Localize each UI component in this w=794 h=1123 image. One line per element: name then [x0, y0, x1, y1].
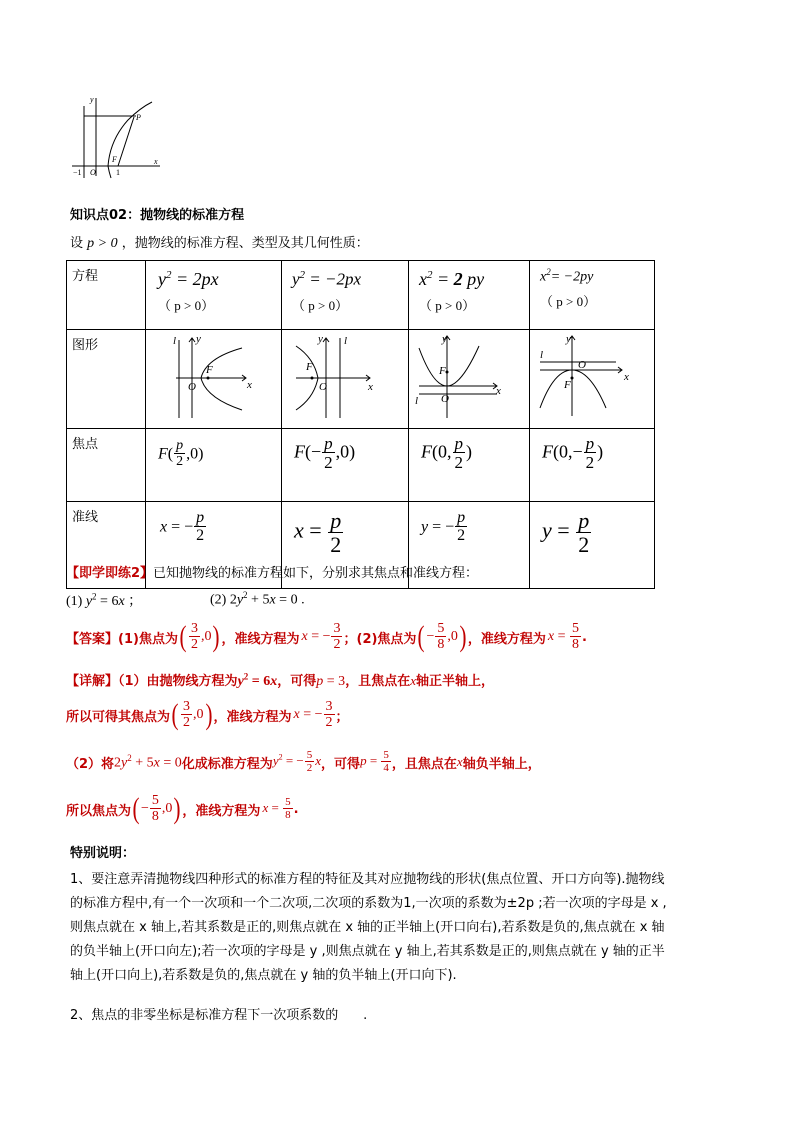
- graph-opens-down: [530, 330, 654, 424]
- equation-cell-2: $y^2 = -2px$ （ p > 0）: [282, 261, 409, 330]
- svg-text:x: x: [368, 381, 373, 393]
- practice-line: [66, 562, 478, 581]
- svg-text:y: y: [196, 333, 201, 345]
- svg-text:l: l: [415, 395, 419, 407]
- focus-cell-3: F(0, $\frac{p}{2}$ ): [409, 429, 530, 502]
- special-para1: [70, 868, 730, 988]
- detail-l2-a: 所以可得其焦点为: [66, 709, 171, 725]
- row-header-directrix: 准线: [67, 502, 146, 589]
- answer-p2-mid: ，准线方程为: [467, 631, 546, 647]
- detail-l3-d: ，且焦点在: [391, 756, 457, 772]
- svg-text:F: F: [306, 361, 313, 373]
- practice-item-2: (2) $2y^2 + 5x = 0$ .: [210, 590, 305, 608]
- detail-l3-b: 化成标准方程为: [181, 756, 273, 772]
- special-line-4: 的负半轴上(开口向左);若一次项的字母是 y ,则焦点就在 y 轴上,若其系数是正的,则焦点就在 y 轴的正半: [70, 944, 665, 959]
- answer-sep: ；: [343, 631, 357, 647]
- graph-opens-up: [409, 330, 529, 424]
- detail-l1-b: ，可得: [277, 674, 317, 689]
- focus-cell-1: F( $\frac{p}{2}$ ,0): [146, 429, 282, 502]
- svg-text:l: l: [344, 335, 348, 347]
- directrix-cell-2: x = $\frac{p}{2}$: [282, 502, 409, 589]
- detail-l2-b: ，准线方程为: [213, 709, 292, 725]
- special-line-2: 的标准方程中,有一个一次项和一个二次项,二次项的系数为1,一次项的系数为±2p ;若一次项的字母是 x ,: [70, 896, 667, 911]
- detail-l1-d: 轴正半轴上，: [415, 674, 494, 689]
- graph-cell-4: [530, 330, 655, 429]
- special-line-1: 1、要注意弄清抛物线四种形式的标准方程的特征及其对应抛物线的形状(焦点位置、开口方向等).抛物线: [70, 872, 665, 887]
- intro-line: [70, 232, 369, 252]
- practice-text: 已知抛物线的标准方程如下，分别求其焦点和准线方程：: [153, 566, 479, 581]
- directrix-cell-3: y = − $\frac{p}{2}$: [409, 502, 530, 589]
- directrix-cell-1: x = − $\frac{p}{2}$: [146, 502, 282, 589]
- fig-top-x-label: x: [154, 157, 158, 166]
- svg-text:l: l: [173, 335, 177, 347]
- fig-top-f-label: F: [112, 155, 117, 164]
- svg-text:x: x: [496, 385, 501, 397]
- graph-cell-3: [409, 330, 530, 429]
- svg-text:x: x: [624, 371, 629, 383]
- directrix-cell-4: y = $\frac{p}{2}$: [530, 502, 655, 589]
- svg-text:y: y: [566, 333, 571, 345]
- row-header-graph: 图形: [67, 330, 146, 429]
- focus-cell-2: F(− $\frac{p}{2}$ ,0): [282, 429, 409, 502]
- detail-l3-a: （2）将: [66, 756, 115, 772]
- detail-line-2: 所以可得其焦点为 ( $\frac{3}{2}$ ,0 ) ，准线方程为 x = − $\frac{3}{2}$ ；: [66, 698, 349, 731]
- svg-text:F: F: [439, 365, 446, 377]
- fig-top-one-label: 1: [116, 168, 120, 177]
- practice-item-1: (1) $y^2 = 6x$ ；: [66, 591, 143, 609]
- svg-text:x: x: [247, 379, 252, 391]
- intro-prefix: 设: [70, 236, 84, 251]
- focus-cell-4: F(0,− $\frac{p}{2}$ ): [530, 429, 655, 502]
- answer-p1-mid: ，准线方程为: [221, 631, 300, 647]
- equation-cell-1: $y^2 = 2px$ （ p > 0）: [146, 261, 282, 330]
- answer-p1-prefix: (1)焦点为: [118, 631, 178, 647]
- svg-text:O: O: [441, 393, 449, 405]
- intro-suffix: ，抛物线的标准方程、类型及其几何性质：: [121, 236, 369, 251]
- answer-end: .: [581, 629, 587, 645]
- detail-l2-c: ；: [335, 709, 349, 725]
- fig-top-y-label: y: [90, 95, 94, 104]
- special-para2: 2、焦点的非零坐标是标准方程下一次项系数的 .: [70, 1008, 368, 1023]
- graph-opens-right: [146, 330, 269, 424]
- detail-line-3: （2）将 $2y^2 + 5x = 0$ 化成标准方程为 $y^2$ = − $\frac{5}{2}$ x ，可得 p = $\frac{5}{4}$ ，且焦点在 x 轴负半轴上，: [66, 749, 541, 774]
- condition-4: （ p > 0）: [540, 293, 597, 309]
- answer-line: 【答案】 (1)焦点为 ( $\frac{3}{2}$ ,0 ) ，准线方程为 x = − $\frac{3}{2}$ ； (2)焦点为 ( − $\frac{5}{8}$ ,0 ) ，准线方程为 x = $\frac{5}{8}$ .: [66, 620, 587, 653]
- svg-text:O: O: [319, 381, 327, 393]
- detail-l1-a: （1）由抛物线方程为: [118, 674, 238, 689]
- practice-tag: 【即学即练2】: [66, 566, 154, 581]
- graph-cell-2: [282, 330, 409, 429]
- svg-text:F: F: [206, 364, 213, 376]
- row-header-equation: 方程: [67, 261, 146, 330]
- svg-text:F: F: [564, 379, 571, 391]
- svg-text:O: O: [188, 381, 196, 393]
- detail-line-4: 所以焦点为 ( − $\frac{5}{8}$ ,0 ) ，准线方程为 x = $\frac{5}{8}$ .: [66, 792, 299, 825]
- svg-text:y: y: [442, 333, 447, 345]
- condition-1: （ p > 0）: [158, 298, 215, 313]
- detail-l3-c: ，可得: [321, 756, 361, 772]
- graph-opens-left: [282, 330, 408, 424]
- knowledge-title: 知识点02：抛物线的标准方程: [70, 208, 245, 223]
- row-header-focus: 焦点: [67, 429, 146, 502]
- detail-tag: 【详解】: [66, 674, 119, 689]
- special-line-5: 轴上(开口向上),若系数是负的,焦点就在 y 轴的负半轴上(开口向下).: [70, 968, 457, 983]
- fig-top-p-label: P: [136, 113, 141, 122]
- graph-cell-1: [146, 330, 282, 429]
- detail-line-1: 【详解】（1）由抛物线方程为$y^2 = 6x$，可得p = 3，且焦点在x轴正半轴上，: [66, 671, 494, 689]
- equation-cell-4: $x^2= -2py$ （ p > 0）: [530, 261, 655, 330]
- detail-l4-c: .: [293, 801, 299, 817]
- detail-l4-b: ，准线方程为: [182, 803, 261, 819]
- intro-condition: p > 0: [87, 236, 118, 251]
- fig-top-neg1-label: −1: [73, 168, 82, 177]
- fig-top-o-label: O: [90, 168, 96, 177]
- condition-2: （ p > 0）: [292, 297, 349, 313]
- svg-text:y: y: [318, 333, 323, 345]
- equation-cell-3: $x^2 = 2$ py （ p > 0）: [409, 261, 530, 330]
- condition-3: （ p > 0）: [419, 298, 476, 313]
- detail-l4-a: 所以焦点为: [66, 803, 132, 819]
- svg-text:O: O: [578, 359, 586, 371]
- answer-p2-prefix: (2)焦点为: [356, 631, 417, 647]
- standard-equation-table: [66, 260, 655, 589]
- top-parabola-figure: [70, 92, 162, 182]
- special-line-3: 则焦点就在 x 轴上,若其系数是正的,则焦点就在 x 轴的正半轴上(开口向右),若系数是负的,焦点就在 x 轴: [70, 920, 665, 935]
- detail-l3-e: 轴负半轴上，: [462, 756, 541, 772]
- detail-l1-c: ，且焦点在: [345, 674, 411, 689]
- special-title: 特别说明：: [70, 846, 136, 861]
- svg-text:l: l: [540, 349, 544, 361]
- answer-tag: 【答案】: [66, 631, 119, 647]
